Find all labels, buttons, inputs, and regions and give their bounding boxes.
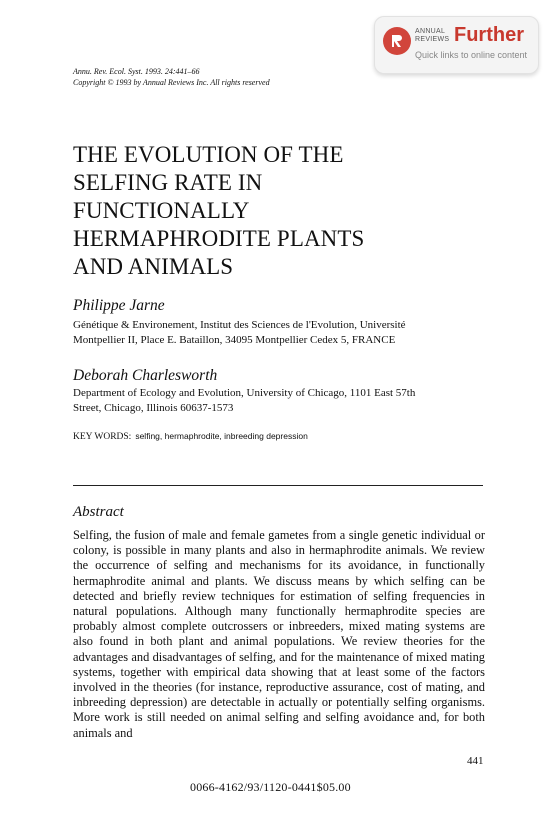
page-number: 441 — [467, 755, 484, 767]
article-title — [73, 141, 403, 281]
title-line: THE EVOLUTION OF THE — [73, 142, 344, 167]
key-words-label: KEY WORDS: — [73, 432, 132, 442]
badge-further-label: Further — [454, 24, 524, 46]
title-line: HERMAPHRODITE PLANTS — [73, 226, 365, 251]
key-words — [73, 431, 308, 442]
abstract-text: Selfing, the fusion of male and female gametes from a single genetic individual or colony, is possible in many plants and also in hermaphrodite animals. We review the occurrence of selfing and mechanisms for its avoidance, in functionally hermaphrodite animal and plants. We discuss means by which selfing can be detected and briefly review techniques for estimation of selfing frequencies in natural populations. Although many functionally hermaphrodite species are probably almost complete outcrossers or inbreeders, mixed mating systems are also found in both plant and animal populations. We review theories for the advantages and disadvantages of selfing, and for the maintenance of mixed mating systems, together with empirical data showing that at least some of the factors involved in the theories (for instance, reproductive assurance, cost of mating, and inbreeding depression) are detectable in actually or potentially selfing organisms. More work is still needed on animal selfing and selfing avoidance and, for both animals and — [73, 528, 485, 740]
affiliation-line: Department of Ecology and Evolution, University of Chicago, 1101 East 57th — [73, 387, 416, 399]
author-name-1: Philippe Jarne — [73, 297, 165, 314]
key-words-text: selfing, hermaphrodite, inbreeding depression — [135, 431, 308, 441]
annual-reviews-further-badge[interactable] — [374, 16, 539, 74]
journal-citation: Annu. Rev. Ecol. Syst. 1993. 24:441–66 — [73, 67, 200, 76]
author-affiliation-2 — [73, 386, 493, 416]
article-code: 0066-4162/93/1120-0441$05.00 — [190, 780, 351, 794]
abstract-heading: Abstract — [73, 504, 124, 520]
section-divider — [73, 485, 483, 486]
title-line: FUNCTIONALLY — [73, 198, 250, 223]
author-affiliation-1 — [73, 318, 493, 348]
affiliation-line: Montpellier II, Place E. Bataillon, 34095 Montpellier Cedex 5, FRANCE — [73, 334, 396, 346]
badge-tagline: Quick links to online content — [415, 50, 528, 60]
title-line: AND ANIMALS — [73, 254, 234, 279]
title-line: SELFING RATE IN — [73, 170, 263, 195]
affiliation-line: Génétique & Environement, Institut des Sciences de l'Evolution, Université — [73, 319, 406, 331]
annual-reviews-logo-icon — [383, 27, 411, 55]
badge-brand-text: ANNUAL REVIEWS — [415, 28, 450, 43]
copyright-line: Copyright © 1993 by Annual Reviews Inc. All rights reserved — [73, 77, 270, 87]
author-name-2: Deborah Charlesworth — [73, 367, 218, 384]
affiliation-line: Street, Chicago, Illinois 60637-1573 — [73, 402, 234, 414]
journal-meta — [73, 67, 270, 88]
